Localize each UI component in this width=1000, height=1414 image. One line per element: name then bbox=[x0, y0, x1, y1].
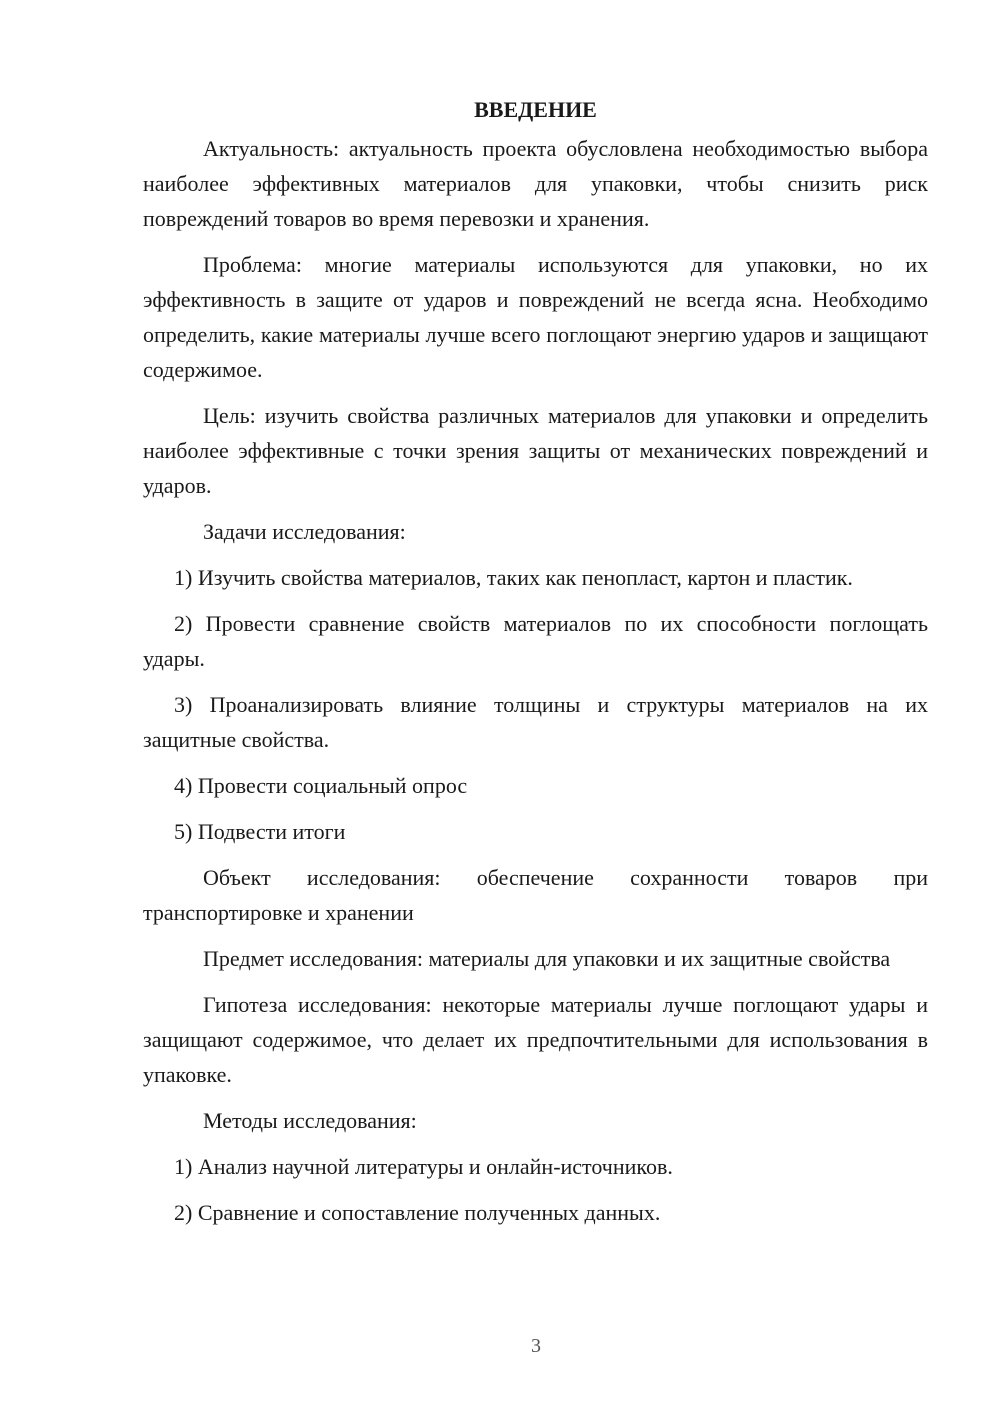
paragraph-goal: Цель: изучить свойства различных материалов для упаковки и определить наиболее эффективные с точки зрения защиты от механических повреждений и ударов. bbox=[143, 403, 928, 498]
list-item: 2) Сравнение и сопоставление полученных данных. bbox=[174, 1200, 661, 1225]
paragraph-subject: Предмет исследования: материалы для упаковки и их защитные свойства bbox=[203, 946, 891, 971]
list-item: 2) Провести сравнение свойств материалов по их способности поглощать удары. bbox=[143, 611, 928, 671]
page-number: 3 bbox=[531, 1335, 541, 1357]
page-title: ВВЕДЕНИЕ bbox=[474, 97, 597, 122]
list-item: 3) Проанализировать влияние толщины и структуры материалов на их защитные свойства. bbox=[143, 692, 928, 752]
document-page bbox=[143, 92, 928, 1241]
paragraph-problem: Проблема: многие материалы используются для упаковки, но их эффективность в защите от ударов и повреждений не всегда ясна. Необходимо определить, какие материалы лучше всего поглощают энергию ударов и защищают содержимое. bbox=[143, 252, 928, 382]
list-item: 1) Анализ научной литературы и онлайн-источников. bbox=[174, 1154, 673, 1179]
list-item: 4) Провести социальный опрос bbox=[174, 773, 468, 798]
list-item: 1) Изучить свойства материалов, таких как пенопласт, картон и пластик. bbox=[174, 565, 853, 590]
paragraph-object: Объект исследования: обеспечение сохранности товаров при транспортировке и хранении bbox=[143, 865, 928, 925]
paragraph-hypothesis: Гипотеза исследования: некоторые материалы лучше поглощают удары и защищают содержимое, что делает их предпочтительными для использования в упаковке. bbox=[143, 992, 928, 1087]
paragraph-methods-heading: Методы исследования: bbox=[203, 1108, 417, 1133]
paragraph-relevance: Актуальность: актуальность проекта обусловлена необходимостью выбора наиболее эффективных материалов для упаковки, чтобы снизить риск повреждений товаров во время перевозки и хранения. bbox=[143, 136, 928, 231]
paragraph-tasks-heading: Задачи исследования: bbox=[203, 519, 406, 544]
list-item: 5) Подвести итоги bbox=[174, 819, 346, 844]
